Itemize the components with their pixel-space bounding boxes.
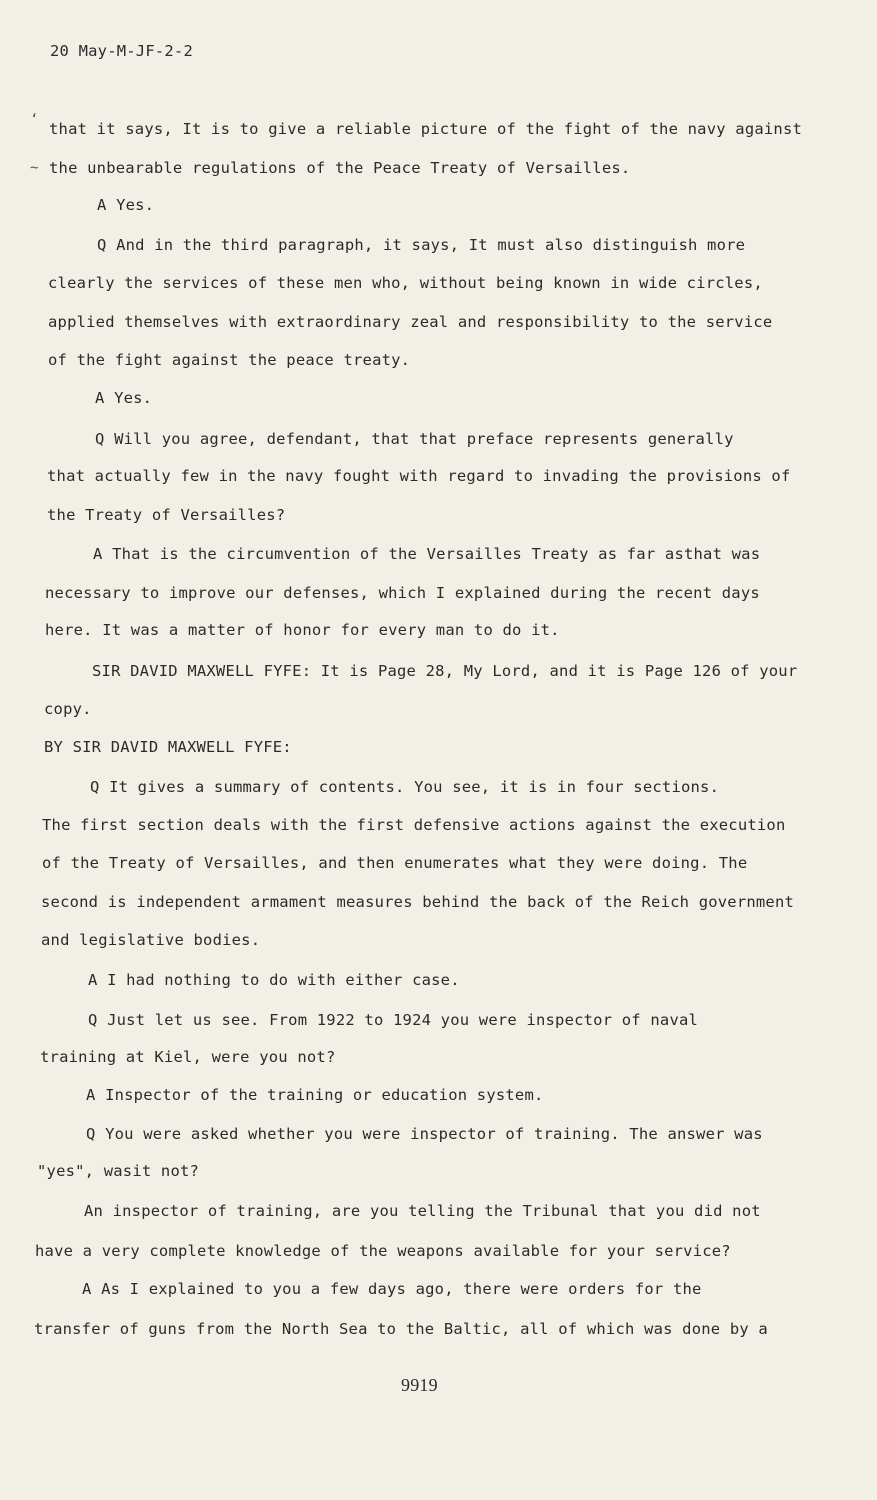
text-line: have a very complete knowledge of the weapons available for your service? [35, 1242, 731, 1260]
text-line: "yes", wasit not? [37, 1162, 200, 1180]
margin-mark: ~ [30, 160, 39, 176]
text-line: clearly the services of these men who, without being known in wide circles, [48, 274, 763, 292]
text-line: Q It gives a summary of contents. You see, it is in four sections. [90, 778, 720, 796]
text-line: that it says, It is to give a reliable picture of the fight of the navy against [49, 120, 803, 138]
text-line: Q And in the third paragraph, it says, It must also distinguish more [97, 236, 746, 254]
text-line: A I had nothing to do with either case. [88, 971, 460, 989]
text-line: the Treaty of Versailles? [47, 506, 286, 524]
page-header: 20 May-M-JF-2-2 [50, 42, 193, 60]
text-line: the unbearable regulations of the Peace Treaty of Versailles. [49, 159, 631, 177]
text-line: Q Will you agree, defendant, that that preface represents generally [95, 430, 734, 448]
text-line: An inspector of training, are you telling the Tribunal that you did not [84, 1202, 761, 1220]
text-line: A That is the circumvention of the Versailles Treaty as far asthat was [93, 545, 761, 563]
section-heading: BY SIR DAVID MAXWELL FYFE: [44, 738, 292, 756]
text-line: necessary to improve our defenses, which I explained during the recent days [45, 584, 760, 602]
page-number: 9919 [401, 1375, 438, 1395]
margin-mark: ‘ [30, 112, 39, 128]
text-line: transfer of guns from the North Sea to the Baltic, all of which was done by a [34, 1320, 768, 1338]
speaker-line: SIR DAVID MAXWELL FYFE: It is Page 28, My Lord, and it is Page 126 of your [92, 662, 798, 680]
text-line: A Yes. [97, 196, 155, 214]
text-line: copy. [44, 700, 92, 718]
text-line: that actually few in the navy fought with regard to invading the provisions of [47, 467, 791, 485]
text-line: applied themselves with extraordinary zeal and responsibility to the service [48, 313, 773, 331]
text-line: second is independent armament measures behind the back of the Reich government [41, 893, 795, 911]
text-line: A Inspector of the training or education system. [86, 1086, 544, 1104]
text-line: and legislative bodies. [41, 931, 261, 949]
text-line: Q You were asked whether you were inspector of training. The answer was [86, 1125, 763, 1143]
text-line: of the Treaty of Versailles, and then enumerates what they were doing. The [42, 854, 748, 872]
text-line: of the fight against the peace treaty. [48, 351, 411, 369]
text-line: training at Kiel, were you not? [40, 1048, 336, 1066]
text-line: A As I explained to you a few days ago, there were orders for the [82, 1280, 702, 1298]
text-line: here. It was a matter of honor for every man to do it. [45, 621, 560, 639]
text-line: The first section deals with the first defensive actions against the execution [42, 816, 786, 834]
text-line: Q Just let us see. From 1922 to 1924 you were inspector of naval [88, 1011, 699, 1029]
text-line: A Yes. [95, 389, 153, 407]
